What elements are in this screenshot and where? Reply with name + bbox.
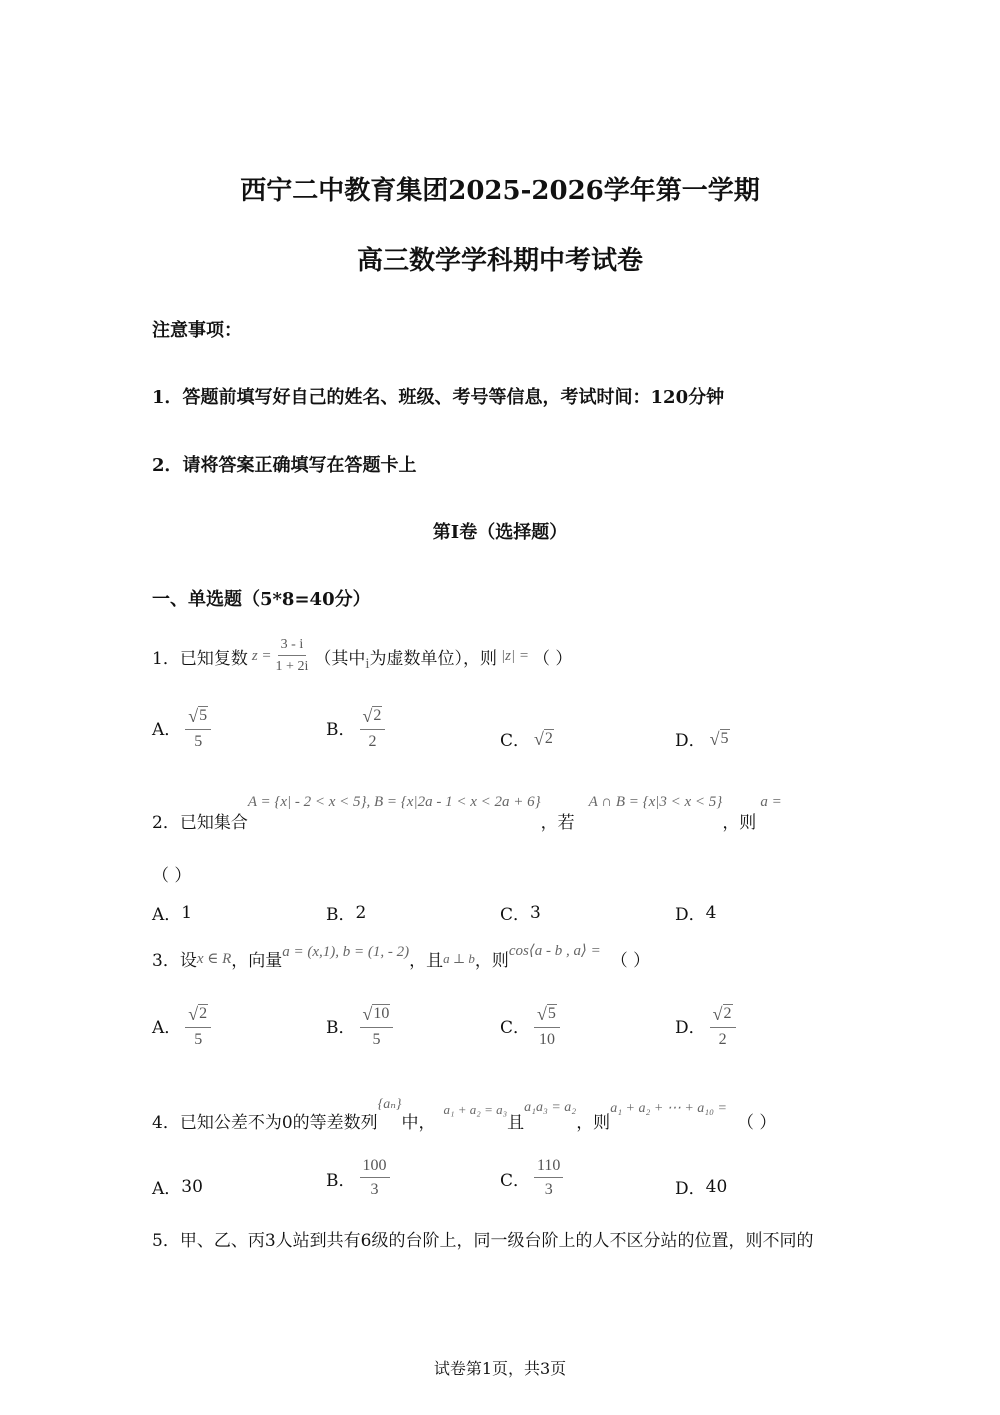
frac-den: 2 bbox=[718, 1030, 727, 1048]
option-value: 2 bbox=[355, 902, 367, 923]
option-label: A． bbox=[152, 905, 182, 925]
q2-mid2: ，则 bbox=[722, 813, 757, 833]
option-fraction: √ 2 2 bbox=[710, 1004, 736, 1048]
option-fraction: √ 5 5 bbox=[185, 706, 211, 750]
q4-mid1: 中， bbox=[401, 1113, 436, 1133]
frac-den: 3 bbox=[370, 1181, 379, 1198]
notes-heading: 注意事项： bbox=[152, 320, 242, 341]
option-fraction bbox=[534, 1158, 563, 1198]
sqrt-value: 2 bbox=[544, 730, 553, 748]
page-footer: 试卷第1页，共3页 bbox=[433, 1359, 567, 1378]
question-4 bbox=[152, 1096, 776, 1133]
frac-den: 3 bbox=[544, 1181, 553, 1198]
option-label: B． bbox=[326, 905, 356, 925]
q1-mid1: （其中 bbox=[314, 648, 366, 669]
q4-prefix: 4．已知公差不为0的等差数列 bbox=[152, 1113, 378, 1133]
question-3 bbox=[152, 943, 651, 971]
option-value: 30 bbox=[181, 1176, 203, 1197]
option-label: A． bbox=[152, 1018, 182, 1039]
q2-set-expr: A = {x| - 2 < x < 5}, B = {x|2a - 1 < x < 2a + 6} bbox=[247, 794, 541, 810]
note-item-1: 1．答题前填写好自己的姓名、班级、考号等信息，考试时间：120分钟 bbox=[152, 387, 725, 408]
q3-option-b[interactable] bbox=[326, 1004, 393, 1048]
q1-option-a[interactable] bbox=[152, 706, 211, 750]
q4-option-b[interactable] bbox=[326, 1158, 390, 1198]
q1-z-eq: z = bbox=[251, 647, 272, 664]
frac-den: 5 bbox=[372, 1030, 381, 1048]
q2-mid1: ，若 bbox=[540, 813, 575, 833]
question-2 bbox=[152, 794, 782, 833]
q4-sequence: {aₙ} bbox=[377, 1097, 402, 1112]
q3-vector-expr: a = (x,1), b = (1, - 2) bbox=[282, 944, 410, 960]
q4-sum-expr: a₁ + a₂ + ⋯ + a₁₀ = bbox=[610, 1101, 727, 1116]
option-label: C． bbox=[500, 1170, 531, 1191]
frac-num: 2 bbox=[199, 1005, 208, 1022]
option-label: D． bbox=[675, 1179, 706, 1199]
q3-x-in-r: x ∈ R bbox=[196, 951, 232, 967]
frac-num: 100 bbox=[360, 1158, 390, 1178]
q3-cos-expr: cos⟨a - b , a⟩ = bbox=[508, 943, 601, 959]
frac-num: 5 bbox=[547, 1005, 556, 1022]
option-value: 1 bbox=[181, 902, 193, 923]
option-fraction: √ 5 10 bbox=[534, 1004, 560, 1048]
frac-num: 5 bbox=[199, 707, 208, 724]
part-title: 第I卷（选择题） bbox=[432, 522, 568, 543]
q1-fraction bbox=[276, 638, 309, 674]
option-sqrt: √ 5 bbox=[709, 728, 729, 749]
option-label: B． bbox=[326, 1170, 356, 1191]
q2-prefix: 2．已知集合 bbox=[152, 813, 248, 833]
q1-option-b[interactable] bbox=[326, 706, 385, 750]
q2-option-c[interactable] bbox=[500, 900, 541, 925]
q3-mid3: ，则 bbox=[474, 951, 509, 971]
q4-option-a[interactable] bbox=[152, 1174, 203, 1199]
frac-den: 5 bbox=[194, 1030, 203, 1048]
note-item-2: 2．请将答案正确填写在答题卡上 bbox=[152, 455, 417, 476]
option-sqrt: √ 2 bbox=[534, 728, 553, 749]
q3-mid2: ，且 bbox=[409, 951, 444, 971]
option-label: A． bbox=[152, 1179, 182, 1199]
q2-a-eq: a = bbox=[760, 794, 782, 810]
single-choice-title: 一、单选题（5*8=40分） bbox=[152, 589, 371, 610]
option-label: B． bbox=[326, 720, 356, 741]
exam-title: 西宁二中教育集团2025-2026学年第一学期 bbox=[240, 176, 760, 206]
q3-prefix: 3．设 bbox=[152, 951, 197, 971]
option-label: B． bbox=[326, 1018, 356, 1039]
q1-abs-expr: |z| = bbox=[501, 647, 529, 664]
q2-intersection-expr: A ∩ B = {x|3 < x < 5} bbox=[588, 794, 723, 810]
q3-option-a[interactable] bbox=[152, 1004, 211, 1048]
q1-option-d[interactable] bbox=[675, 726, 730, 751]
q1-prefix: 1．已知复数 bbox=[152, 648, 248, 669]
q1-paren: （ ） bbox=[532, 648, 573, 669]
frac-den: 10 bbox=[538, 1030, 555, 1048]
q4-cond1: a₁ + a₂ = a₃ bbox=[443, 1102, 508, 1117]
option-label: D． bbox=[675, 731, 706, 751]
option-label: D． bbox=[675, 1018, 706, 1039]
frac-num: 110 bbox=[534, 1158, 563, 1178]
q2-option-a[interactable] bbox=[152, 900, 192, 925]
exam-subtitle: 高三数学学科期中考试卷 bbox=[356, 246, 643, 276]
option-label: A． bbox=[152, 720, 182, 741]
q1-option-c[interactable] bbox=[500, 726, 554, 751]
option-label: C． bbox=[500, 731, 531, 751]
option-value: 4 bbox=[705, 902, 717, 923]
option-value: 40 bbox=[705, 1176, 728, 1197]
frac-den: 5 bbox=[194, 732, 203, 750]
q3-paren: （ ） bbox=[610, 951, 651, 971]
q2-option-d[interactable] bbox=[675, 900, 716, 925]
q3-mid1: ，向量 bbox=[231, 951, 283, 971]
q3-perp: a ⊥ b bbox=[443, 950, 475, 966]
option-fraction: √ 2 5 bbox=[185, 1004, 211, 1048]
frac-num: 2 bbox=[373, 707, 382, 724]
q1-frac-den: 1 + 2i bbox=[275, 659, 309, 674]
q4-option-d[interactable] bbox=[675, 1174, 727, 1199]
frac-den: 2 bbox=[368, 732, 377, 750]
option-label: C． bbox=[500, 1018, 531, 1039]
q2-option-b[interactable] bbox=[326, 900, 366, 925]
q1-mid2: 为虚数单位），则 bbox=[369, 648, 498, 669]
option-fraction: √ 2 2 bbox=[360, 706, 386, 750]
frac-num: 10 bbox=[373, 1005, 390, 1022]
option-label: D． bbox=[675, 905, 706, 925]
frac-num: 2 bbox=[723, 1005, 732, 1022]
q3-option-c[interactable] bbox=[500, 1004, 560, 1048]
q2-paren: （ ） bbox=[152, 866, 192, 886]
sqrt-value: 5 bbox=[720, 730, 729, 748]
option-fraction: √ 10 5 bbox=[360, 1004, 394, 1048]
q4-option-c[interactable] bbox=[500, 1158, 563, 1198]
option-value: 3 bbox=[530, 902, 541, 923]
question-1 bbox=[152, 638, 572, 674]
q4-paren: （ ） bbox=[736, 1113, 777, 1133]
q4-mid2: 且 bbox=[507, 1113, 525, 1133]
q1-frac-num: 3 - i bbox=[278, 638, 307, 656]
q4-mid3: ，则 bbox=[576, 1113, 611, 1133]
q1-i-symbol: i bbox=[365, 655, 370, 672]
q3-option-d[interactable] bbox=[675, 1004, 736, 1048]
option-fraction bbox=[360, 1158, 390, 1198]
option-label: C． bbox=[500, 905, 531, 925]
q4-cond2: a₁a₃ = a₂ bbox=[524, 1100, 577, 1115]
question-5: 5．甲、乙、丙3人站到共有6级的台阶上，同一级台阶上的人不区分站的位置，则不同的 bbox=[152, 1231, 814, 1251]
